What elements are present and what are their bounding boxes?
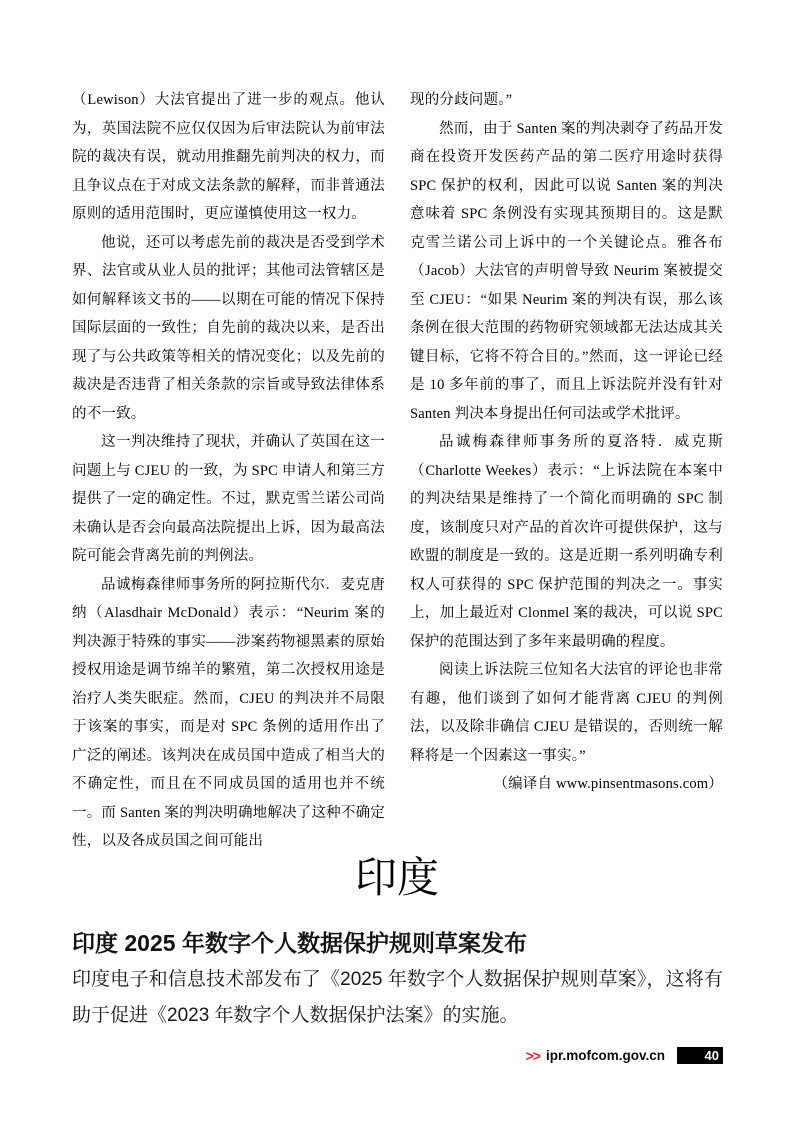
- article-title: 印度 2025 年数字个人数据保护规则草案发布: [72, 930, 527, 956]
- page-footer: [526, 1047, 723, 1064]
- paragraph: 阅读上诉法院三位知名大法官的评论也非常有趣，他们谈到了如何才能背离 CJEU 的判例法，以及除非确信 CJEU 是错误的，否则统一解释将是一个因素这一事实。”: [410, 662, 723, 764]
- section-heading-india: 印度: [354, 854, 439, 901]
- paragraph: 然而，由于 Santen 案的判决剥夺了药品开发商在投资开发医药产品的第二医疗用途时获得 SPC 保护的权利，因此可以说 Santen 案的判决意味着 SPC 条例没有实现其预期目的。这是默克雪兰诺公司上诉中的一个关键论点。雅各布（Jacob）大法官的声明曾导致 Neurim 案被提交至 CJEU：“如果 Neurim 案的判决有误，那么该条例在很大范围的药物研究领域都无法达成其关键目标，它将不符合目的。”然而，这一评论已经是 10 多年前的事了，而且上诉法院并没有针对 Santen 判决本身提出任何司法或学术批评。: [410, 120, 723, 422]
- article-lead: 印度电子和信息技术部发布了《2025 年数字个人数据保护规则草案》，这将有助于促进《2023 年数字个人数据保护法案》的实施。: [72, 969, 723, 1026]
- footer-site-text: ipr.mofcom.gov.cn: [545, 1048, 665, 1063]
- attribution-line: （编译自 www.pinsentmasons.com）: [493, 776, 723, 792]
- right-column: [410, 86, 723, 856]
- page-number-badge: 40: [677, 1047, 723, 1064]
- paragraph: 品诚梅森律师事务所的阿拉斯代尔．麦克唐纳（Alasdhair McDonald）表示：“Neurim 案的判决源于特殊的事实——涉案药物褪黑素的原始授权用途是调节绵羊的繁殖，第二次授权用途是治疗人类失眠症。然而，CJEU 的判决并不局限于该案的事实，而是对 SPC 条例的适用作出了广泛的阐述。该判决在成员国中造成了相当大的不确定性，而且在不同成员国的适用也并不统一。而 Santen 案的判决明确地解决了这种不确定性，以及各成员国之间可能出: [72, 576, 385, 849]
- left-column: [72, 86, 385, 856]
- paragraph: 品诚梅森律师事务所的夏洛特．威克斯（Charlotte Weekes）表示：“上诉法院在本案中的判决结果是维持了一个简化而明确的 SPC 制度，该制度只对产品的首次许可提供保护，这与欧盟的制度是一致的。这是近期一系列明确专利权人可获得的 SPC 保护范围的判决之一。事实上，加上最近对 Clonmel 案的裁决，可以说 SPC 保护的范围达到了多年来最明确的程度。: [410, 434, 723, 650]
- paragraph: 这一判决维持了现状，并确认了英国在这一问题上与 CJEU 的一致，为 SPC 申请人和第三方提供了一定的确定性。不过，默克雪兰诺公司尚未确认是否会向最高法院提出上诉，因为最高法院可能会背离先前的判例法。: [72, 434, 385, 564]
- paragraph: 现的分歧问题。”: [410, 92, 513, 108]
- paragraph: 他说，还可以考虑先前的裁决是否受到学术界、法官或从业人员的批评；其他司法管辖区是如何解释该文书的——以期在可能的情况下保持国际层面的一致性；自先前的裁决以来，是否出现了与公共政策等相关的情况变化；以及先前的裁决是否违背了相关条款的宗旨或导致法律体系的不一致。: [72, 234, 385, 422]
- article-body: [72, 86, 723, 856]
- paragraph: （Lewison）大法官提出了进一步的观点。他认为，英国法院不应仅仅因为后审法院认为前审法院的裁决有误，就动用推翻先前判决的权力，而且争议点在于对成文法条款的解释，而非普通法原则的适用范围时，更应谨慎使用这一权力。: [72, 92, 385, 222]
- double-chevron-icon: >>: [525, 1047, 540, 1064]
